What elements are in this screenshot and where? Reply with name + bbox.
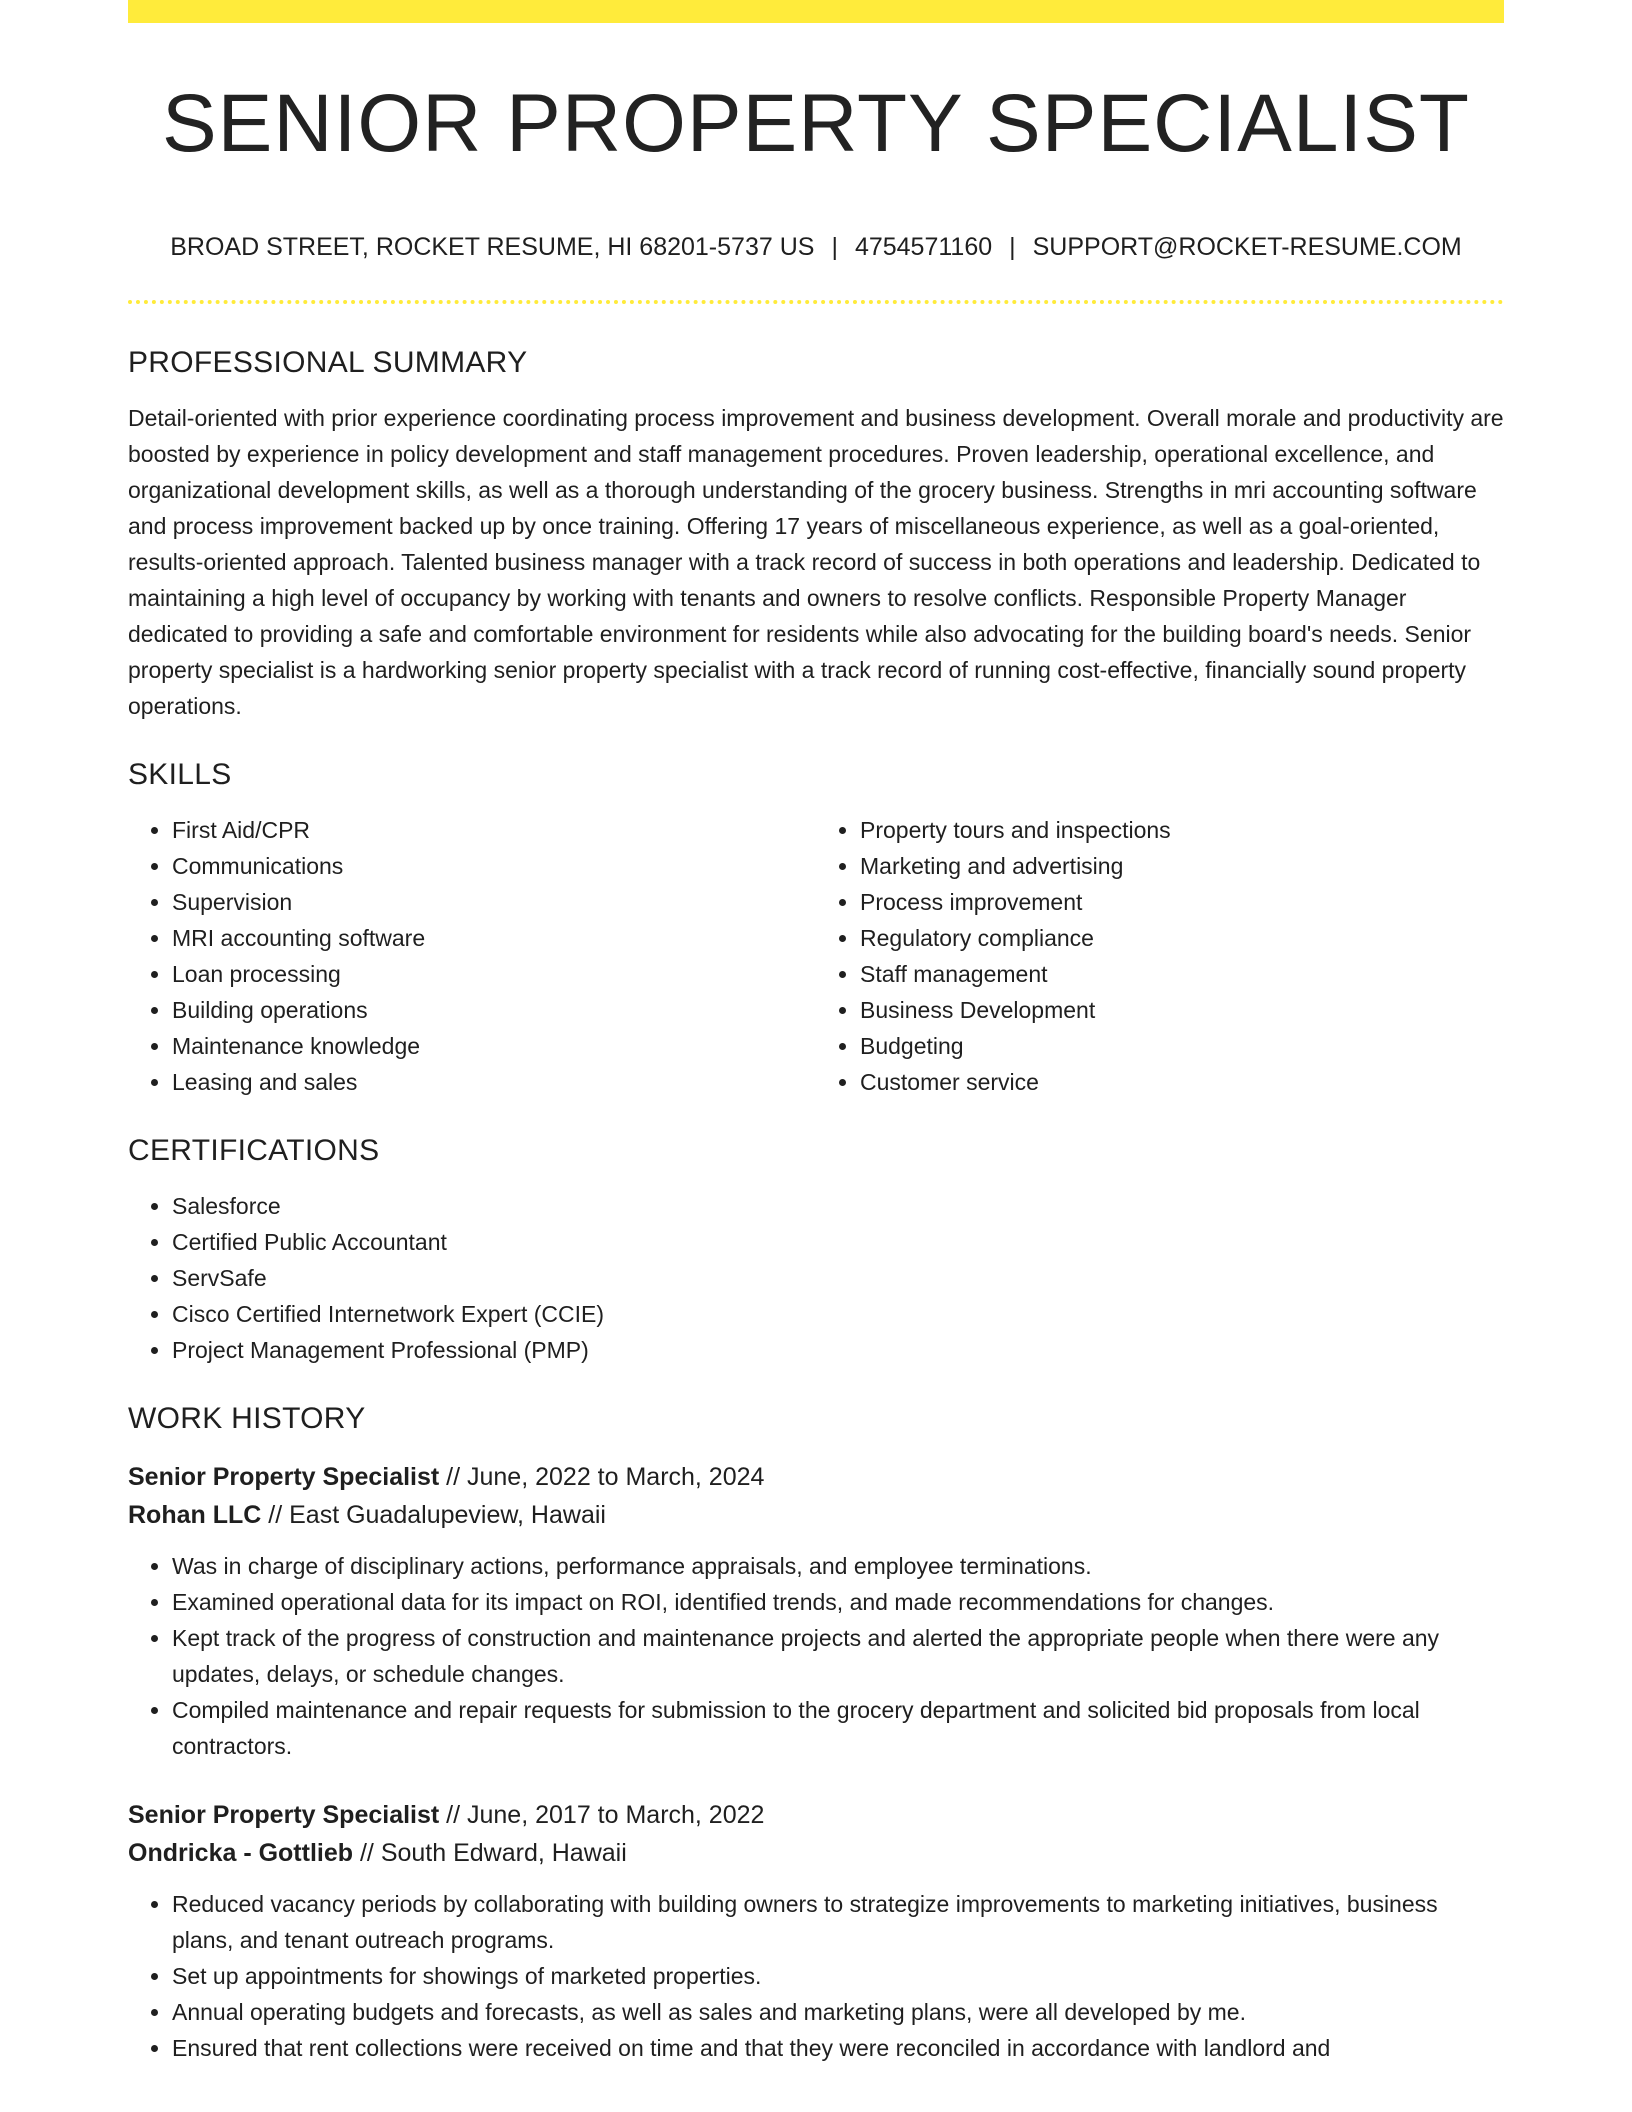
job-company-line bbox=[128, 1834, 1504, 1872]
skills-list-left bbox=[128, 812, 816, 1100]
skill-item: • Supervision bbox=[172, 884, 816, 920]
job-title-line bbox=[128, 1796, 1504, 1834]
job-dates: // June, 2017 to March, 2022 bbox=[439, 1801, 765, 1829]
certifications-list bbox=[128, 1188, 1504, 1368]
job-company-line bbox=[128, 1496, 1504, 1534]
job-bullet: • Compiled maintenance and repair requests for submission to the grocery department and solicited bid proposals from local contractors. bbox=[172, 1692, 1504, 1764]
skill-item: • Communications bbox=[172, 848, 816, 884]
skill-item: • MRI accounting software bbox=[172, 920, 816, 956]
summary-heading: PROFESSIONAL SUMMARY bbox=[128, 346, 528, 379]
skill-item: • Loan processing bbox=[172, 956, 816, 992]
contact-line bbox=[128, 235, 1504, 260]
job-bullet: • Ensured that rent collections were received on time and that they were reconciled in accordance with landlord and bbox=[172, 2030, 1504, 2066]
contact-separator: | bbox=[831, 233, 838, 261]
skill-item: • Process improvement bbox=[860, 884, 1504, 920]
job-bullet: • Reduced vacancy periods by collaborating with building owners to strategize improvements to marketing initiatives, business plans, and tenant outreach programs. bbox=[172, 1886, 1504, 1958]
contact-separator: | bbox=[1009, 233, 1016, 261]
dotted-divider bbox=[128, 300, 1504, 304]
skill-item: • Leasing and sales bbox=[172, 1064, 816, 1100]
skill-item: • Budgeting bbox=[860, 1028, 1504, 1064]
job-entry-2-bullets bbox=[128, 1886, 1504, 2066]
skill-item: • Building operations bbox=[172, 992, 816, 1028]
contact-email: SUPPORT@ROCKET-RESUME.COM bbox=[1032, 233, 1462, 261]
certification-item: • Project Management Professional (PMP) bbox=[172, 1332, 1504, 1368]
skill-item: • First Aid/CPR bbox=[172, 812, 816, 848]
skills-list-right bbox=[816, 812, 1504, 1100]
job-company: Ondricka - Gottlieb bbox=[128, 1839, 354, 1867]
job-bullet: • Was in charge of disciplinary actions, performance appraisals, and employee terminations. bbox=[172, 1548, 1504, 1584]
skill-item: • Staff management bbox=[860, 956, 1504, 992]
certification-item: • ServSafe bbox=[172, 1260, 1504, 1296]
skill-item: • Marketing and advertising bbox=[860, 848, 1504, 884]
contact-phone: 4754571160 bbox=[854, 233, 993, 261]
job-role: Senior Property Specialist bbox=[128, 1463, 440, 1491]
job-location: // South Edward, Hawaii bbox=[353, 1839, 627, 1867]
contact-address: BROAD STREET, ROCKET RESUME, HI 68201-5737 US bbox=[170, 233, 815, 261]
skills-columns bbox=[128, 812, 1504, 1100]
skill-item: • Property tours and inspections bbox=[860, 812, 1504, 848]
certification-item: • Cisco Certified Internetwork Expert (CCIE) bbox=[172, 1296, 1504, 1332]
skill-item: • Maintenance knowledge bbox=[172, 1028, 816, 1064]
job-bullet: • Examined operational data for its impact on ROI, identified trends, and made recommendations for changes. bbox=[172, 1584, 1504, 1620]
job-title-line bbox=[128, 1458, 1504, 1496]
skills-heading: SKILLS bbox=[128, 758, 232, 791]
certification-item: • Certified Public Accountant bbox=[172, 1224, 1504, 1260]
skill-item: • Customer service bbox=[860, 1064, 1504, 1100]
job-role: Senior Property Specialist bbox=[128, 1801, 440, 1829]
job-entry-2-header bbox=[128, 1796, 1504, 1872]
work-history-heading: WORK HISTORY bbox=[128, 1402, 366, 1435]
job-location: // East Guadalupeview, Hawaii bbox=[261, 1501, 606, 1529]
job-bullet: • Kept track of the progress of construction and maintenance projects and alerted the appropriate people when there were any updates, delays, or schedule changes. bbox=[172, 1620, 1504, 1692]
skill-item: • Regulatory compliance bbox=[860, 920, 1504, 956]
job-bullet: • Annual operating budgets and forecasts, as well as sales and marketing plans, were all developed by me. bbox=[172, 1994, 1504, 2030]
job-dates: // June, 2022 to March, 2024 bbox=[439, 1463, 765, 1491]
certifications-heading: CERTIFICATIONS bbox=[128, 1134, 380, 1167]
job-entry-1-header bbox=[128, 1458, 1504, 1534]
summary-text: Detail-oriented with prior experience coordinating process improvement and business development. Overall morale and productivity are boosted by experience in policy development and staff management procedures. Proven leadership, operational excellence, and organizational development skills, as well as a thorough understanding of the grocery business. Strengths in mri accounting software and process improvement backed up by once training. Offering 17 years of miscellaneous experience, as well as a goal-oriented, results-oriented approach. Talented business manager with a track record of success in both operations and leadership. Dedicated to maintaining a high level of occupancy by working with tenants and owners to resolve conflicts. Responsible Property Manager dedicated to providing a safe and comfortable environment for residents while also advocating for the building board's needs. Senior property specialist is a hardworking senior property specialist with a track record of running cost-effective, financially sound property operations. bbox=[128, 405, 1504, 719]
skill-item: • Business Development bbox=[860, 992, 1504, 1028]
job-entry-1-bullets bbox=[128, 1548, 1504, 1764]
accent-bar bbox=[128, 0, 1504, 23]
resume-page bbox=[128, 0, 1504, 2066]
certification-item: • Salesforce bbox=[172, 1188, 1504, 1224]
job-company: Rohan LLC bbox=[128, 1501, 262, 1529]
resume-title: SENIOR PROPERTY SPECIALIST bbox=[161, 78, 1470, 169]
job-bullet: • Set up appointments for showings of marketed properties. bbox=[172, 1958, 1504, 1994]
